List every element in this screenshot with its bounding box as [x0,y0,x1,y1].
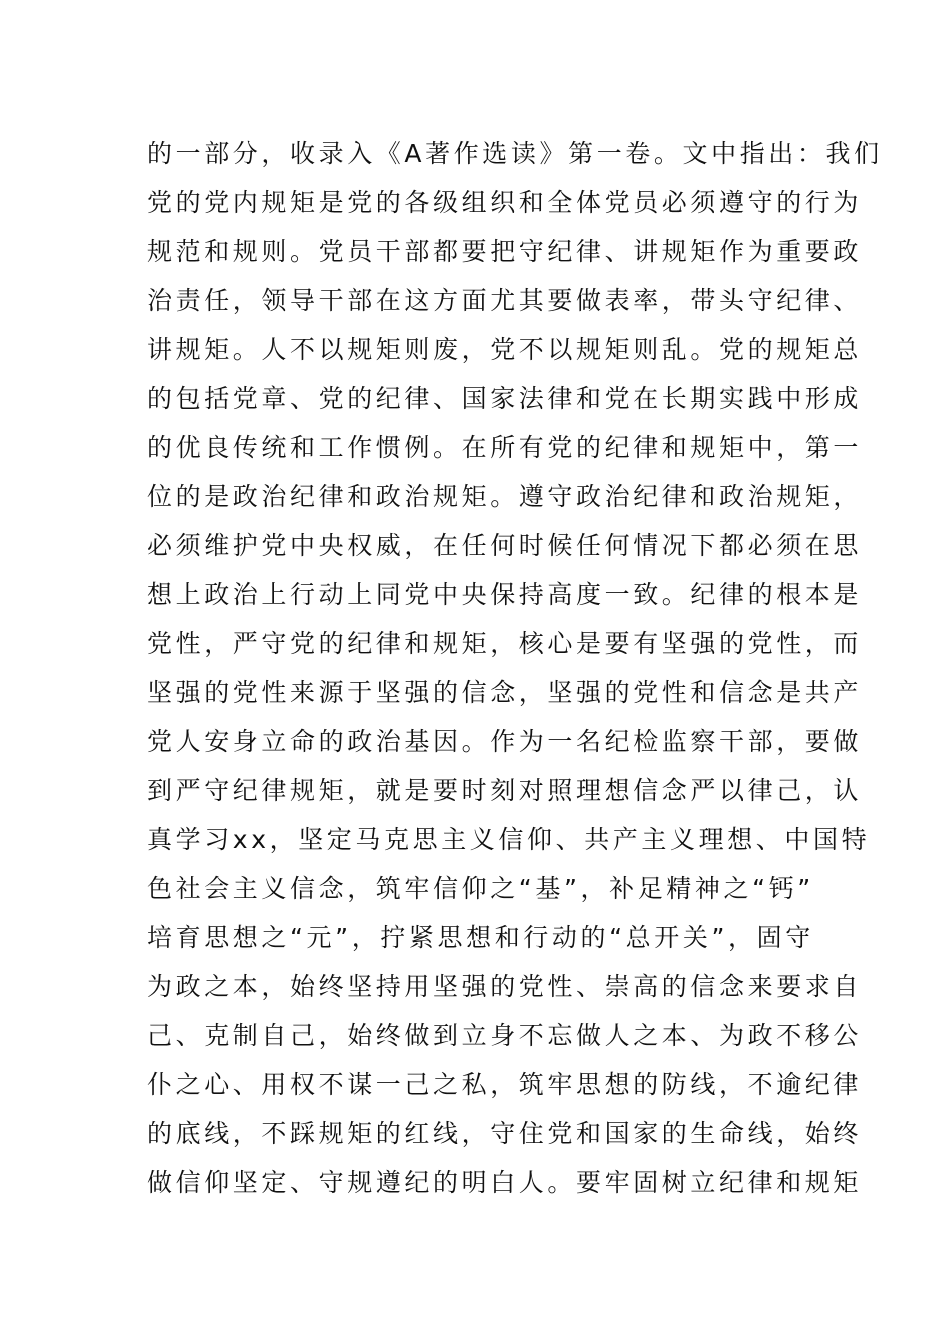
text-line-8: 位的是政治纪律和政治规矩。遵守政治纪律和政治规矩， [147,482,863,511]
text-line-21: 的底线，不踩规矩的红线，守住党和国家的生命线，始终 [147,1119,863,1148]
text-line-2: 党的党内规矩是党的各级组织和全体党员必须遵守的行为 [147,188,863,217]
body-text [147,129,883,1207]
text-line-15: 真学习xx，坚定马克思主义信仰、共产主义理想、中国特 [147,825,871,854]
text-line-11: 党性，严守党的纪律和规矩，核心是要有坚强的党性，而 [147,629,863,658]
text-line-9: 必须维护党中央权威，在任何时候任何情况下都必须在思 [147,531,863,560]
text-line-7: 的优良传统和工作惯例。在所有党的纪律和规矩中，第一 [147,433,863,462]
text-line-12: 坚强的党性来源于坚强的信念，坚强的党性和信念是共产 [147,678,863,707]
text-line-13: 党人安身立命的政治基因。作为一名纪检监察干部，要做 [147,727,863,756]
text-line-4: 治责任，领导干部在这方面尤其要做表率，带头守纪律、 [147,286,863,315]
text-line-17: 培育思想之“元”，拧紧思想和行动的“总开关”，固守 [147,923,814,952]
text-line-19: 己、克制自己，始终做到立身不忘做人之本、为政不移公 [147,1021,863,1050]
text-line-5: 讲规矩。人不以规矩则废，党不以规矩则乱。党的规矩总 [147,335,863,364]
text-line-1: 的一部分，收录入《A著作选读》第一卷。文中指出：我们 [147,139,883,168]
text-line-18: 为政之本，始终坚持用坚强的党性、崇高的信念来要求自 [147,972,863,1001]
text-line-20: 仆之心、用权不谋一己之私，筑牢思想的防线，不逾纪律 [147,1070,863,1099]
text-line-16: 色社会主义信念，筑牢信仰之“基”，补足精神之“钙” [147,874,814,903]
text-line-22: 做信仰坚定、守规遵纪的明白人。要牢固树立纪律和规矩 [147,1168,863,1197]
text-line-3: 规范和规则。党员干部都要把守纪律、讲规矩作为重要政 [147,237,863,266]
text-line-6: 的包括党章、党的纪律、国家法律和党在长期实践中形成 [147,384,863,413]
text-line-14: 到严守纪律规矩，就是要时刻对照理想信念严以律己，认 [147,776,863,805]
text-line-10: 想上政治上行动上同党中央保持高度一致。纪律的根本是 [147,580,863,609]
